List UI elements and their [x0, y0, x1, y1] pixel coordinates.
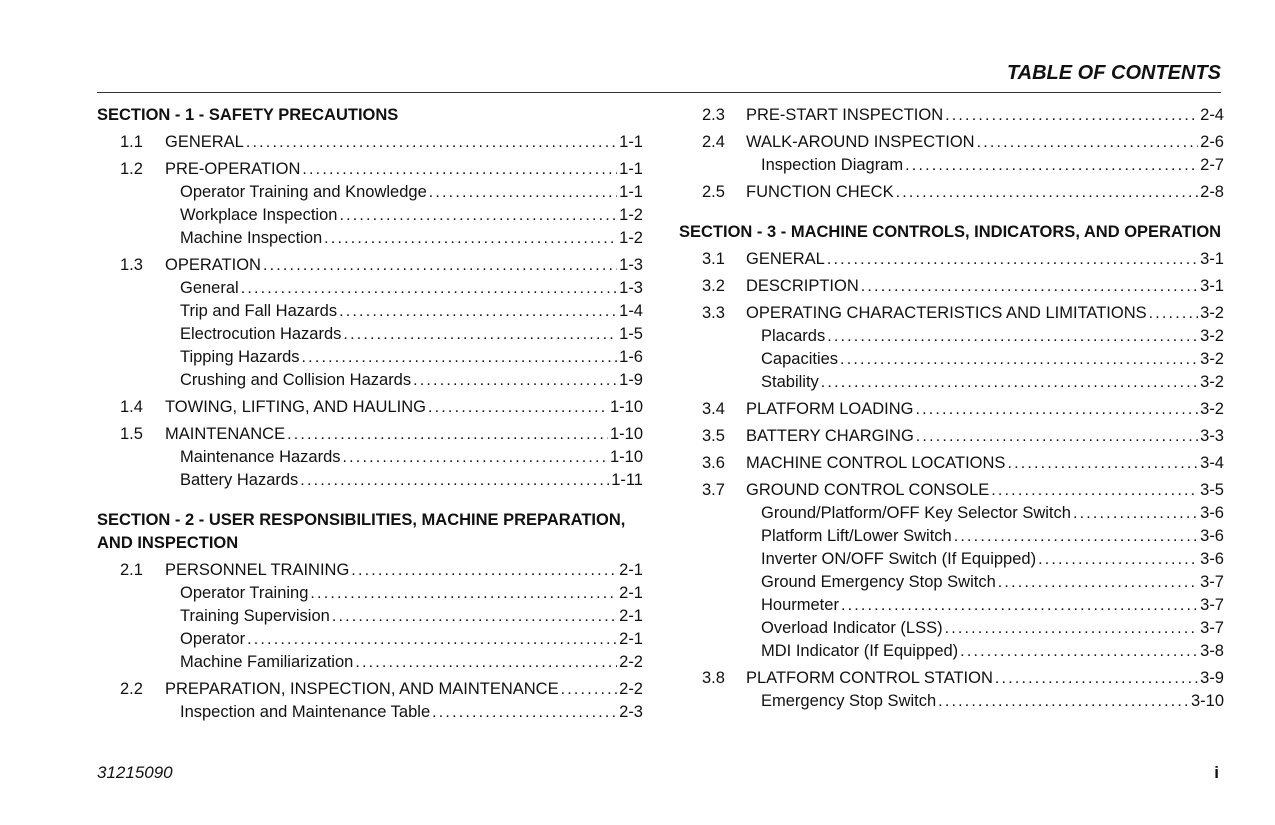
entry-page: 3-8	[1200, 642, 1224, 660]
entry-title: Training Supervision	[180, 607, 330, 625]
entry-page: 2-4	[1200, 106, 1224, 124]
entry-number: 3.5	[702, 427, 725, 445]
toc-entry[interactable]	[679, 131, 1224, 154]
entry-number: 2.4	[702, 133, 725, 151]
toc-subentry[interactable]	[679, 617, 1224, 640]
entry-page: 1-11	[611, 471, 643, 489]
dot-leader	[241, 277, 617, 300]
entry-title: PRE-OPERATION	[165, 160, 301, 178]
toc-subentry[interactable]	[679, 502, 1224, 525]
toc-subentry[interactable]	[679, 371, 1224, 394]
entry-page: 1-10	[609, 398, 643, 416]
entry-number: 3.6	[702, 454, 725, 472]
toc-entry[interactable]	[679, 275, 1224, 298]
dot-leader	[428, 396, 608, 419]
toc-entry[interactable]	[97, 559, 643, 582]
entry-title: Trip and Fall Hazards	[180, 302, 338, 320]
entry-page: 2-6	[1200, 133, 1224, 151]
section-heading: SECTION - 2 - USER RESPONSIBILITIES, MACHINE PREPARATION, AND INSPECTION	[97, 511, 626, 552]
toc-entry[interactable]	[679, 104, 1224, 127]
entry-page: 2-7	[1200, 156, 1224, 174]
toc-entry[interactable]	[679, 452, 1224, 475]
dot-leader	[302, 346, 618, 369]
entry-page: 3-7	[1200, 596, 1224, 614]
entry-page: 2-2	[619, 680, 643, 698]
dot-leader	[945, 104, 1198, 127]
entry-number: 2.1	[120, 561, 143, 579]
entry-title: GENERAL	[165, 133, 244, 151]
dot-leader	[827, 248, 1198, 271]
entry-page: 1-1	[619, 160, 643, 178]
dot-leader	[915, 398, 1198, 421]
toc-right-column	[679, 104, 1224, 730]
section-heading: SECTION - 1 - SAFETY PRECAUTIONS	[97, 106, 399, 124]
toc-subentry[interactable]	[679, 640, 1224, 663]
entry-page: 1-1	[619, 183, 643, 201]
entry-title: MDI Indicator (If Equipped)	[761, 642, 959, 660]
dot-leader	[343, 323, 617, 346]
entry-page: 1-3	[619, 256, 643, 274]
entry-page: 2-1	[619, 630, 643, 648]
entry-title: DESCRIPTION	[746, 277, 859, 295]
dot-leader	[916, 425, 1198, 448]
page-header-title: TABLE OF CONTENTS	[1006, 62, 1221, 84]
entry-page: 3-3	[1200, 427, 1224, 445]
entry-page: 3-6	[1200, 527, 1224, 545]
toc-entry[interactable]	[97, 396, 643, 419]
entry-title: Emergency Stop Switch	[761, 692, 937, 710]
toc-entry[interactable]	[97, 131, 643, 154]
entry-title: Operator Training and Knowledge	[180, 183, 427, 201]
dot-leader	[339, 300, 617, 323]
entry-number: 1.2	[120, 160, 143, 178]
entry-page: 2-1	[619, 584, 643, 602]
entry-title: MAINTENANCE	[165, 425, 286, 443]
dot-leader	[343, 446, 608, 469]
entry-title: Battery Hazards	[180, 471, 299, 489]
entry-title: GENERAL	[746, 250, 825, 268]
dot-leader	[841, 594, 1198, 617]
dot-leader	[1149, 302, 1199, 325]
entry-page: 3-7	[1200, 573, 1224, 591]
entry-title: Machine Inspection	[180, 229, 323, 247]
entry-page: 3-9	[1200, 669, 1224, 687]
entry-page: 3-10	[1190, 692, 1224, 710]
dot-leader	[821, 371, 1198, 394]
entry-number: 3.4	[702, 400, 725, 418]
entry-title: Electrocution Hazards	[180, 325, 342, 343]
entry-page: 1-3	[619, 279, 643, 297]
entry-number: 3.8	[702, 669, 725, 687]
entry-page: 1-6	[619, 348, 643, 366]
toc-subentry[interactable]	[97, 227, 643, 250]
entry-title: Crushing and Collision Hazards	[180, 371, 412, 389]
entry-page: 1-1	[619, 133, 643, 151]
toc-entry[interactable]	[679, 398, 1224, 421]
toc-subentry[interactable]	[97, 628, 643, 651]
toc-left-column	[97, 104, 643, 741]
dot-leader	[324, 227, 617, 250]
toc-entry[interactable]	[679, 248, 1224, 271]
entry-title: General	[180, 279, 239, 297]
entry-number: 1.3	[120, 256, 143, 274]
entry-title: Maintenance Hazards	[180, 448, 341, 466]
toc-section	[97, 509, 643, 724]
toc-subentry[interactable]	[97, 181, 643, 204]
toc-subentry[interactable]	[679, 594, 1224, 617]
toc-subentry[interactable]	[97, 651, 643, 674]
toc-subentry[interactable]	[679, 548, 1224, 571]
entry-page: 1-10	[609, 425, 643, 443]
entry-page: 1-10	[609, 448, 643, 466]
entry-title: GROUND CONTROL CONSOLE	[746, 481, 990, 499]
dot-leader	[429, 181, 617, 204]
dot-leader	[905, 154, 1198, 177]
toc-subentry[interactable]	[97, 446, 643, 469]
toc-entry[interactable]	[679, 479, 1224, 502]
entry-title: Capacities	[761, 350, 839, 368]
entry-title: Inverter ON/OFF Switch (If Equipped)	[761, 550, 1037, 568]
entry-title: Stability	[761, 373, 819, 391]
entry-number: 3.3	[702, 304, 725, 322]
entry-title: TOWING, LIFTING, AND HAULING	[165, 398, 426, 416]
dot-leader	[1073, 502, 1198, 525]
entry-page: 3-7	[1200, 619, 1224, 637]
entry-page: 2-3	[619, 703, 643, 721]
dot-leader	[991, 479, 1198, 502]
dot-leader	[332, 605, 617, 628]
toc-subentry[interactable]	[679, 325, 1224, 348]
entry-title: PLATFORM CONTROL STATION	[746, 669, 993, 687]
entry-page: 3-4	[1200, 454, 1224, 472]
entry-title: WALK-AROUND INSPECTION	[746, 133, 975, 151]
toc-subentry[interactable]	[97, 277, 643, 300]
entry-title: OPERATION	[165, 256, 261, 274]
dot-leader	[945, 617, 1199, 640]
dot-leader	[355, 651, 617, 674]
toc-subentry[interactable]	[97, 582, 643, 605]
dot-leader	[413, 369, 617, 392]
entry-page: 1-4	[619, 302, 643, 320]
toc-subentry[interactable]	[97, 701, 643, 724]
toc-entry[interactable]	[679, 667, 1224, 690]
toc-entry[interactable]	[679, 425, 1224, 448]
entry-page: 3-2	[1200, 400, 1224, 418]
toc-entry[interactable]	[97, 678, 643, 701]
entry-page: 3-2	[1200, 373, 1224, 391]
toc-entry[interactable]	[97, 254, 643, 277]
dot-leader	[896, 181, 1199, 204]
entry-title: Overload Indicator (LSS)	[761, 619, 943, 637]
dot-leader	[246, 131, 617, 154]
toc-subentry[interactable]	[97, 204, 643, 227]
entry-page: 1-5	[619, 325, 643, 343]
entry-page: 3-2	[1200, 350, 1224, 368]
dot-leader	[954, 525, 1198, 548]
toc-subentry[interactable]	[679, 690, 1224, 713]
dot-leader	[995, 667, 1198, 690]
entry-number: 3.2	[702, 277, 725, 295]
entry-title: MACHINE CONTROL LOCATIONS	[746, 454, 1006, 472]
toc-entry[interactable]	[679, 181, 1224, 204]
entry-title: Inspection Diagram	[761, 156, 904, 174]
entry-title: PERSONNEL TRAINING	[165, 561, 350, 579]
entry-page: 2-1	[619, 607, 643, 625]
entry-page: 1-9	[619, 371, 643, 389]
toc-section	[679, 221, 1224, 713]
dot-leader	[300, 469, 609, 492]
toc-section	[97, 104, 643, 492]
entry-title: Machine Familiarization	[180, 653, 354, 671]
header-divider	[97, 92, 1221, 93]
dot-leader	[840, 348, 1198, 371]
dot-leader	[827, 325, 1198, 348]
entry-page: 3-2	[1200, 304, 1224, 322]
dot-leader	[247, 628, 617, 651]
dot-leader	[432, 701, 617, 724]
entry-title: Operator Training	[180, 584, 309, 602]
toc-subentry[interactable]	[97, 605, 643, 628]
entry-title: FUNCTION CHECK	[746, 183, 894, 201]
toc-entry[interactable]	[679, 302, 1224, 325]
entry-number: 3.1	[702, 250, 725, 268]
entry-page: 1-2	[619, 206, 643, 224]
toc-entry[interactable]	[97, 423, 643, 446]
section-heading: SECTION - 3 - MACHINE CONTROLS, INDICATORS, AND OPERATION	[679, 223, 1222, 241]
dot-leader	[310, 582, 617, 605]
entry-page: 3-2	[1200, 327, 1224, 345]
entry-page: 3-6	[1200, 550, 1224, 568]
entry-page: 3-6	[1200, 504, 1224, 522]
toc-subentry[interactable]	[97, 323, 643, 346]
dot-leader	[351, 559, 617, 582]
toc-subentry[interactable]	[97, 346, 643, 369]
dot-leader	[977, 131, 1199, 154]
toc-subentry[interactable]	[97, 300, 643, 323]
entry-page: 1-2	[619, 229, 643, 247]
entry-title: Workplace Inspection	[180, 206, 338, 224]
dot-leader	[1038, 548, 1198, 571]
toc-subentry[interactable]	[97, 369, 643, 392]
entry-title: BATTERY CHARGING	[746, 427, 914, 445]
entry-page: 3-1	[1200, 250, 1224, 268]
entry-number: 2.3	[702, 106, 725, 124]
toc-entry[interactable]	[97, 158, 643, 181]
entry-title: Tipping Hazards	[180, 348, 300, 366]
entry-title: Inspection and Maintenance Table	[180, 703, 431, 721]
page-number: i	[1214, 763, 1219, 782]
dot-leader	[861, 275, 1198, 298]
entry-title: PRE-START INSPECTION	[746, 106, 944, 124]
entry-title: Placards	[761, 327, 826, 345]
entry-number: 1.5	[120, 425, 143, 443]
toc-section	[679, 104, 1224, 204]
toc-subentry[interactable]	[679, 154, 1224, 177]
dot-leader	[561, 678, 618, 701]
entry-title: PLATFORM LOADING	[746, 400, 914, 418]
dot-leader	[998, 571, 1198, 594]
entry-title: Ground Emergency Stop Switch	[761, 573, 996, 591]
toc-subentry[interactable]	[679, 525, 1224, 548]
entry-title: PREPARATION, INSPECTION, AND MAINTENANCE	[165, 680, 559, 698]
entry-title: Ground/Platform/OFF Key Selector Switch	[761, 504, 1071, 522]
toc-subentry[interactable]	[679, 348, 1224, 371]
entry-number: 3.7	[702, 481, 725, 499]
entry-number: 1.1	[120, 133, 143, 151]
dot-leader	[938, 690, 1189, 713]
entry-page: 3-1	[1200, 277, 1224, 295]
entry-title: Hourmeter	[761, 596, 839, 614]
toc-subentry[interactable]	[679, 571, 1224, 594]
entry-page: 2-1	[619, 561, 643, 579]
dot-leader	[960, 640, 1198, 663]
entry-title: Platform Lift/Lower Switch	[761, 527, 952, 545]
entry-number: 2.2	[120, 680, 143, 698]
document-number: 31215090	[97, 763, 173, 782]
dot-leader	[287, 423, 608, 446]
dot-leader	[263, 254, 617, 277]
entry-title: Operator	[180, 630, 246, 648]
toc-subentry[interactable]	[97, 469, 643, 492]
dot-leader	[339, 204, 617, 227]
entry-number: 1.4	[120, 398, 143, 416]
entry-page: 2-8	[1200, 183, 1224, 201]
entry-number: 2.5	[702, 183, 725, 201]
dot-leader	[302, 158, 617, 181]
entry-page: 3-5	[1200, 481, 1224, 499]
entry-page: 2-2	[619, 653, 643, 671]
dot-leader	[1007, 452, 1198, 475]
entry-title: OPERATING CHARACTERISTICS AND LIMITATIONS	[746, 304, 1147, 322]
